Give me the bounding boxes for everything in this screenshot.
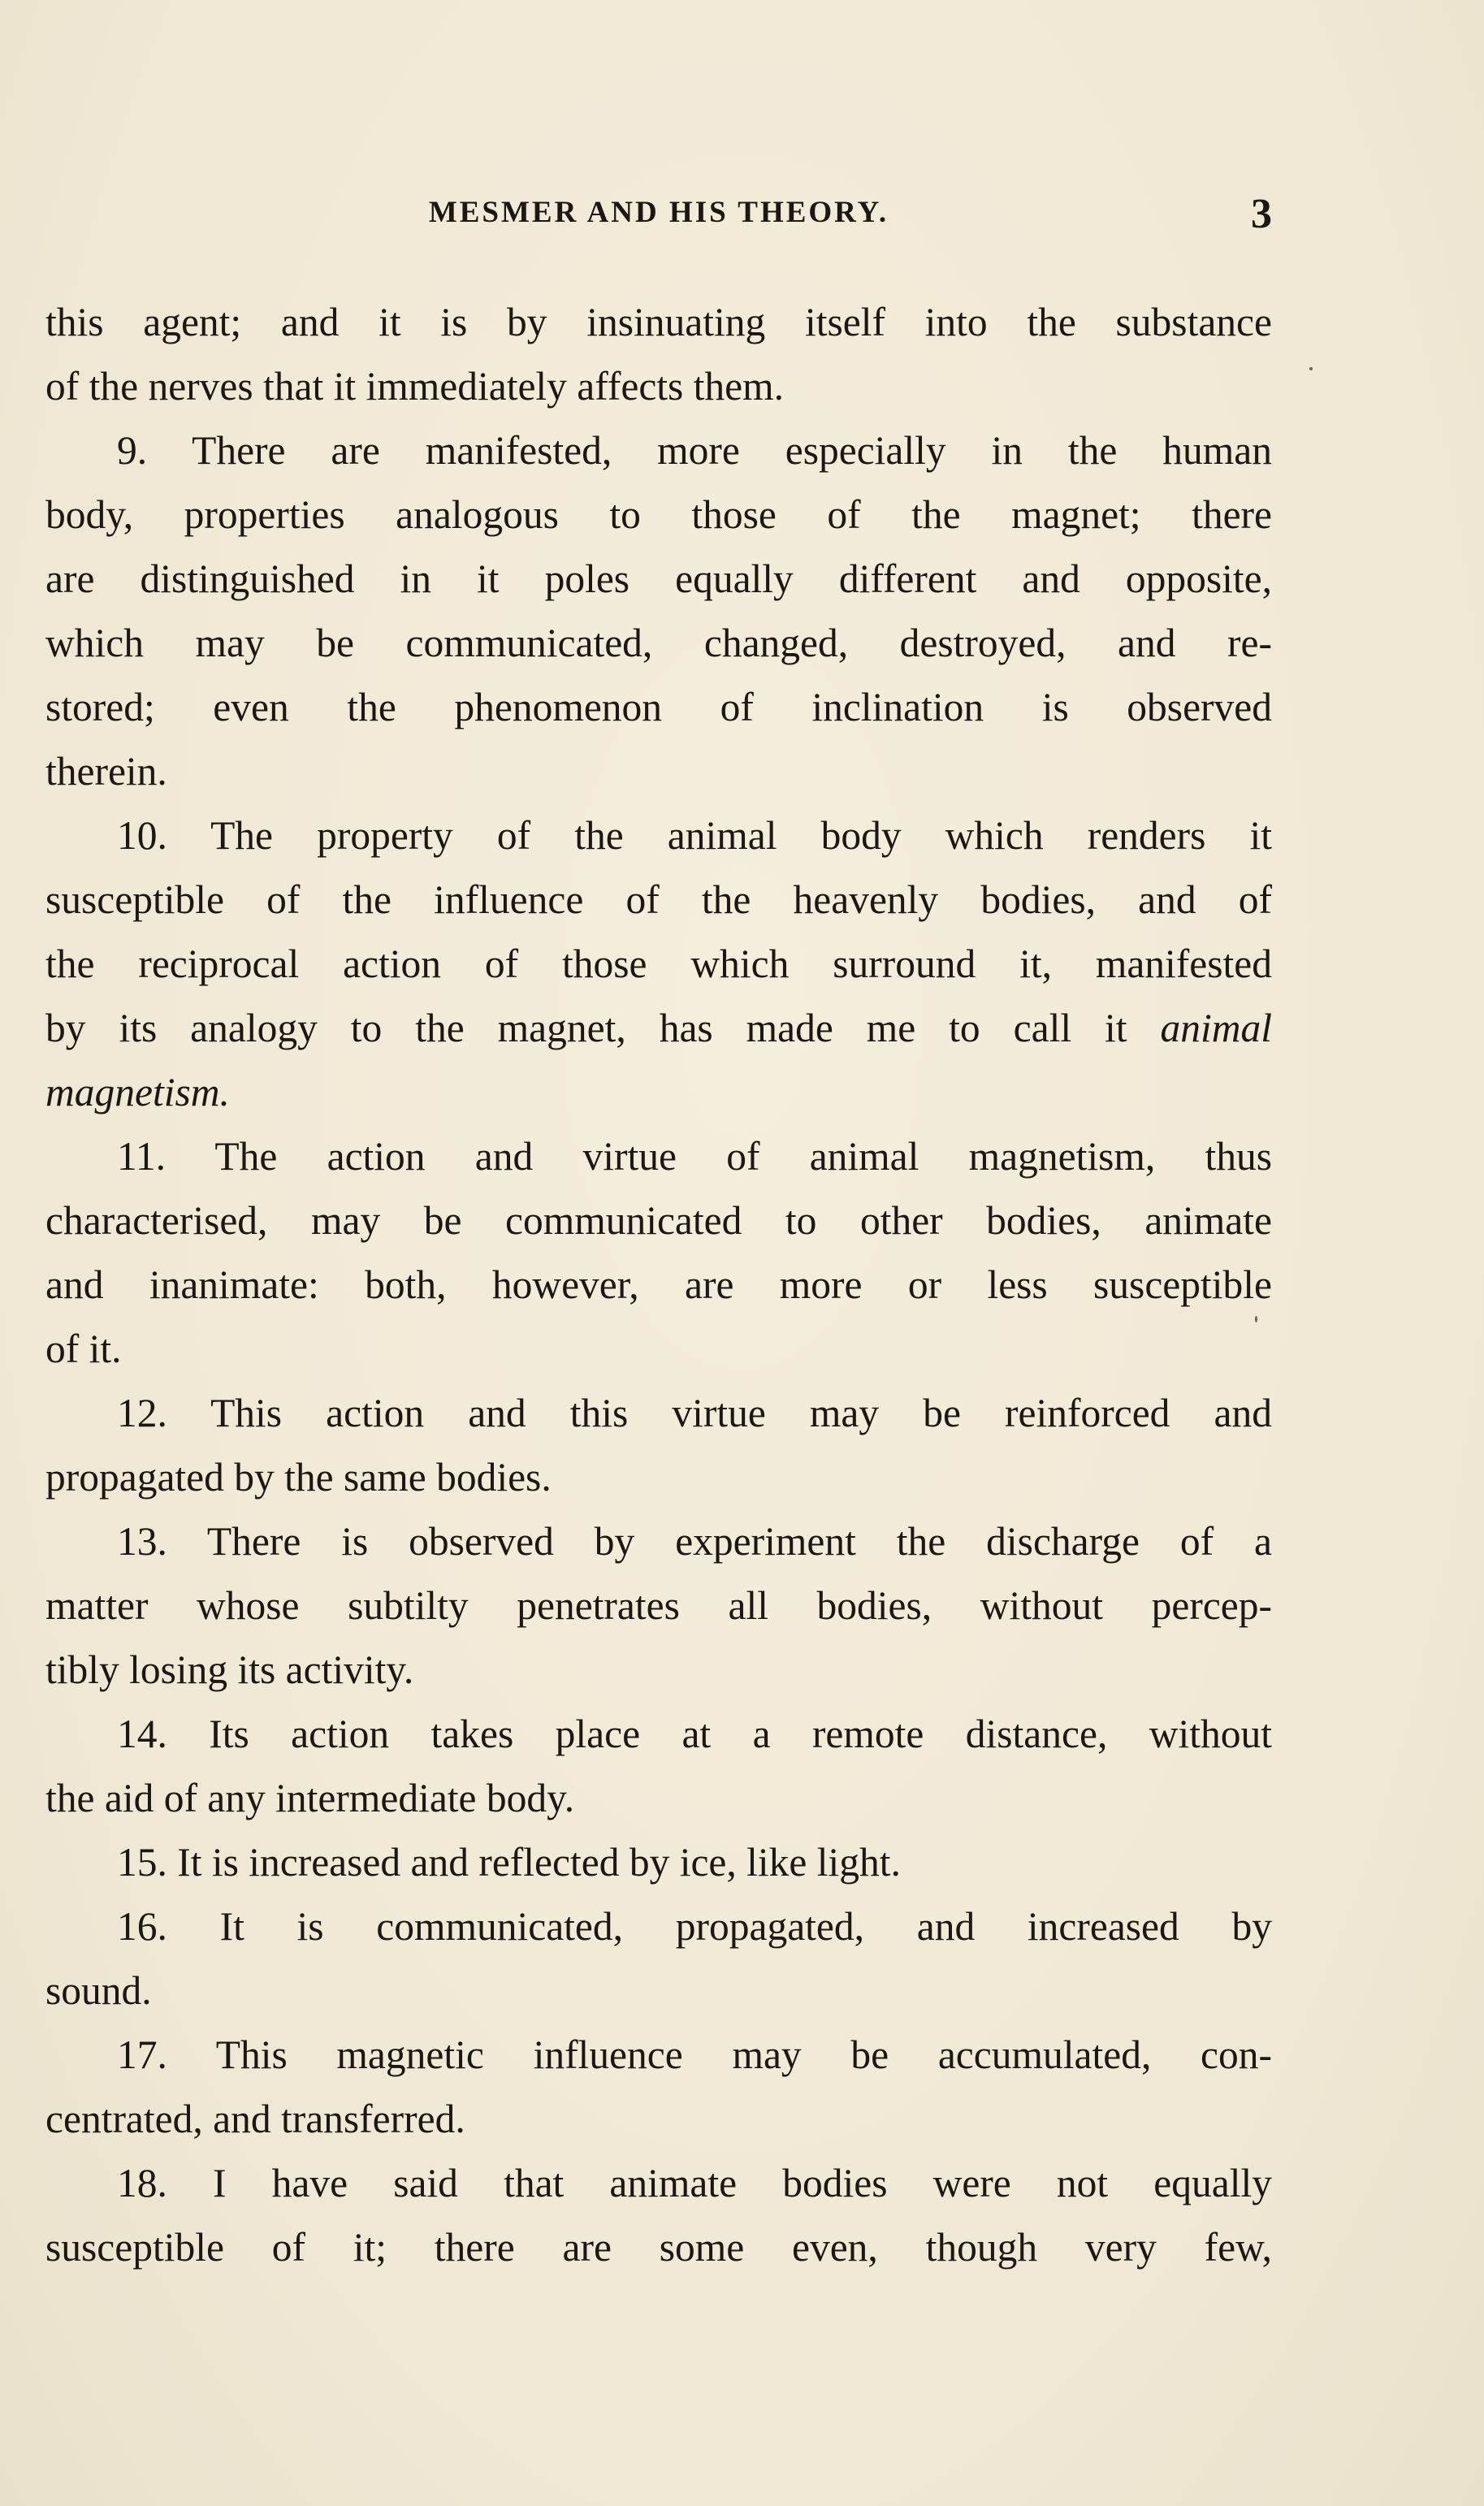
text-line: body, properties analogous to those of the magnet; there	[45, 492, 1272, 537]
text-line: 9. There are manifested, more especially in the human	[117, 428, 1272, 473]
text-line: propagated by the same bodies.	[45, 1455, 552, 1500]
text-line: 10. The property of the animal body which renders it	[117, 813, 1272, 858]
running-title: MESMER AND HIS THEORY.	[428, 196, 889, 229]
text-line: tibly losing its activity.	[45, 1647, 414, 1692]
paper-speck	[1255, 1316, 1257, 1322]
running-head	[45, 191, 1272, 244]
text-line: 13. There is observed by experiment the discharge of a	[117, 1519, 1272, 1564]
text-line: stored; even the phenomenon of inclination is observed	[45, 685, 1272, 729]
text-line: the aid of any intermediate body.	[45, 1776, 575, 1820]
text-line: which may be communicated, changed, destroyed, and re-	[45, 621, 1272, 665]
page-number: 3	[1251, 191, 1272, 237]
text-line: are distinguished in it poles equally different and opposite,	[45, 556, 1272, 601]
text-line: susceptible of the influence of the heavenly bodies, and of	[45, 877, 1272, 922]
text-line: 18. I have said that animate bodies were not equally	[117, 2161, 1272, 2205]
text-line: 16. It is communicated, propagated, and increased by	[117, 1904, 1272, 1949]
text-line: 15. It is increased and reflected by ice, like light.	[117, 1840, 901, 1885]
body-text	[45, 290, 1272, 2279]
text-line: characterised, may be communicated to other bodies, animate	[45, 1198, 1272, 1243]
text-line: therein.	[45, 749, 167, 794]
text-line: 14. Its action takes place at a remote distance, without	[117, 1712, 1272, 1756]
paper-speck	[1309, 367, 1313, 370]
text-line: sound.	[45, 1968, 152, 2013]
text-line: of the nerves that it immediately affects them.	[45, 364, 785, 409]
text-line	[45, 1060, 1272, 1124]
text-line: and inanimate: both, however, are more or less susceptible	[45, 1262, 1272, 1307]
text-line: of it.	[45, 1327, 122, 1371]
text-line: susceptible of it; there are some even, though very few,	[45, 2225, 1272, 2270]
italic-term: animal	[1160, 1006, 1272, 1050]
text-line: this agent; and it is by insinuating itself into the substance	[45, 300, 1272, 344]
text-line: the reciprocal action of those which surround it, manifested	[45, 941, 1272, 986]
text-line-segment: by its analogy to the magnet, has made me to call it	[45, 1006, 1127, 1050]
text-line: 11. The action and virtue of animal magnetism, thus	[117, 1134, 1272, 1179]
text-line: 12. This action and this virtue may be reinforced and	[117, 1391, 1272, 1435]
text-line: centrated, and transferred.	[45, 2097, 465, 2141]
italic-term: magnetism.	[45, 1070, 230, 1114]
text-line: matter whose subtilty penetrates all bodies, without percep-	[45, 1583, 1272, 1628]
text-line: 17. This magnetic influence may be accumulated, con-	[117, 2032, 1272, 2077]
text-line	[45, 996, 1272, 1060]
